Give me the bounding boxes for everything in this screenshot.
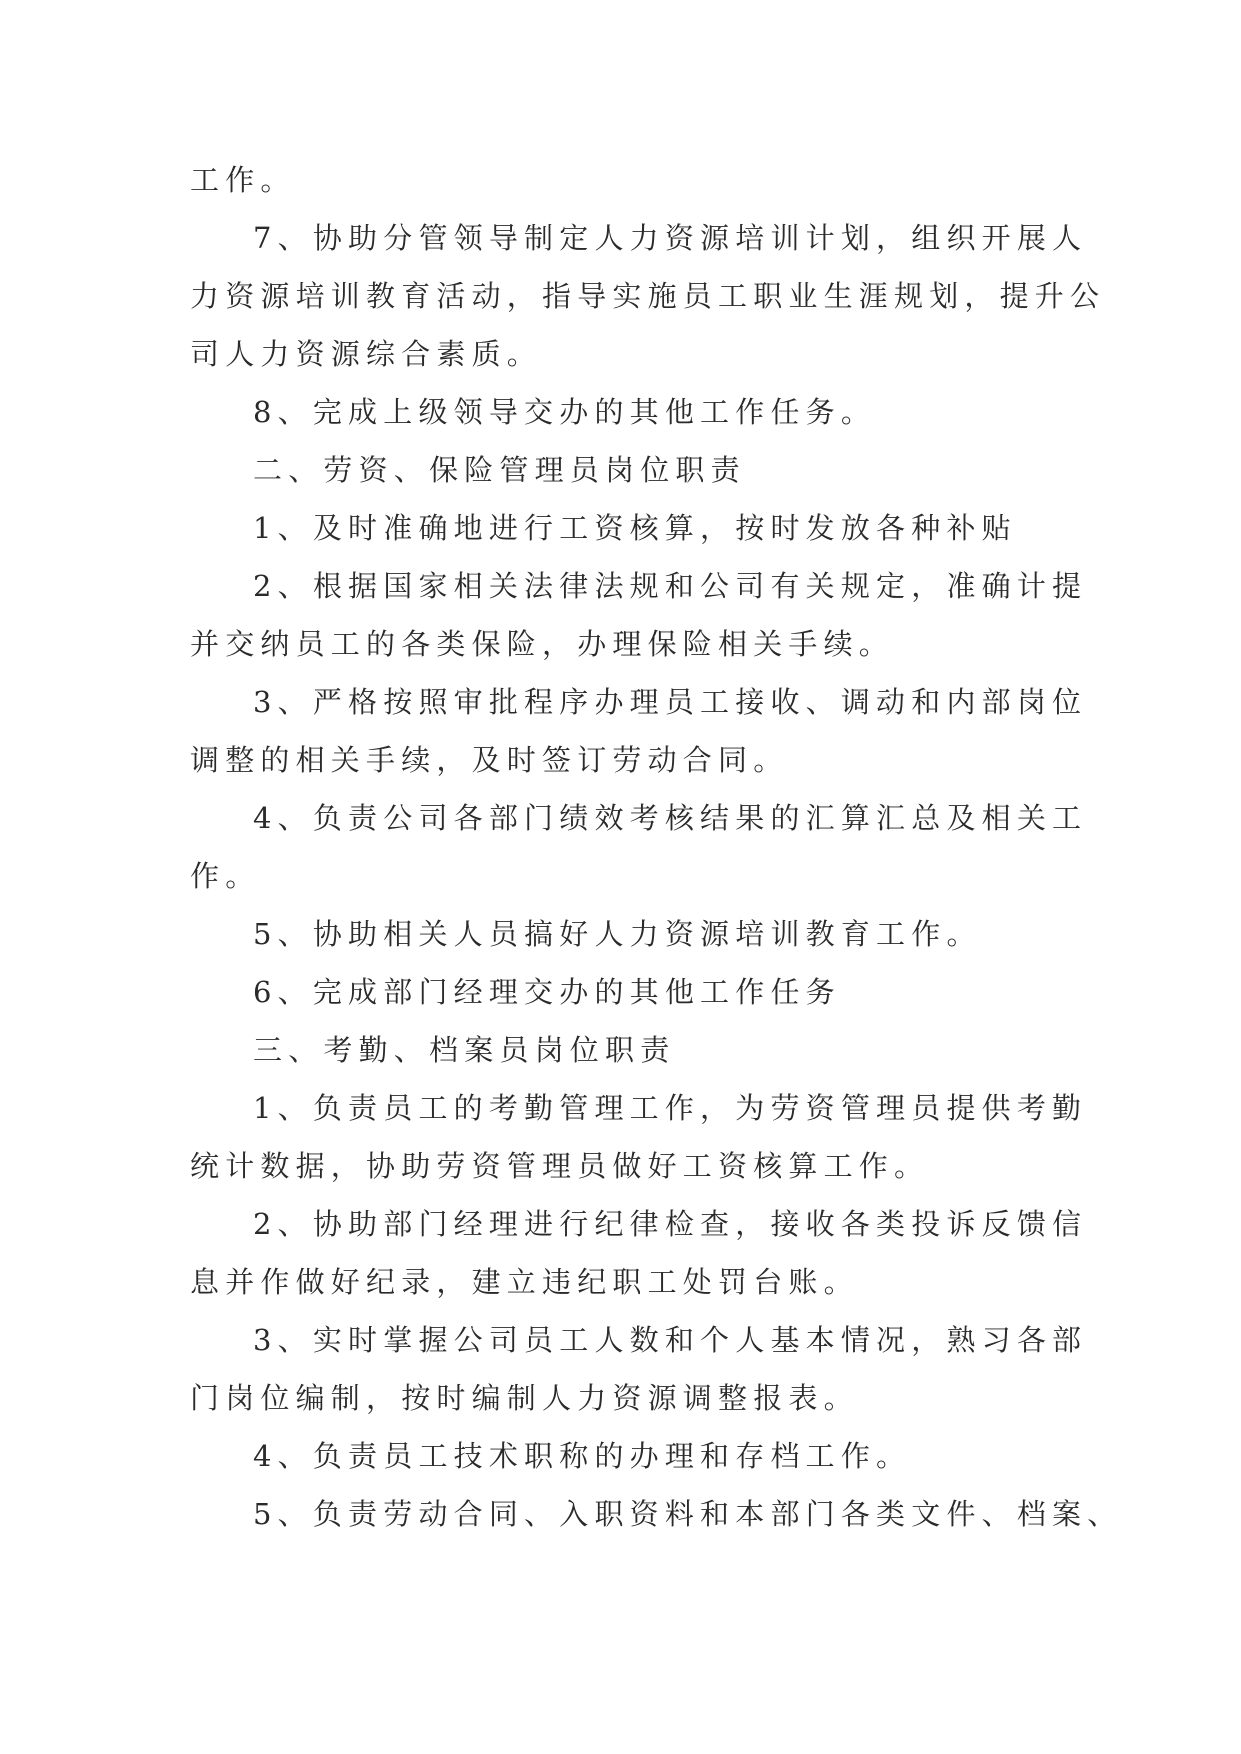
text-line: 8、完成上级领导交办的其他工作任务。 bbox=[253, 395, 877, 429]
text-line: 4、负责公司各部门绩效考核结果的汇算汇总及相关工 bbox=[253, 801, 1088, 835]
text-line: 4、负责员工技术职称的办理和存档工作。 bbox=[253, 1439, 912, 1473]
text-line: 5、负责劳动合同、入职资料和本部门各类文件、档案、 bbox=[253, 1497, 1123, 1531]
text-line: 司人力资源综合素质。 bbox=[190, 337, 543, 371]
text-line: 息并作做好纪录，建立违纪职工处罚台账。 bbox=[190, 1265, 859, 1299]
text-line: 统计数据，协助劳资管理员做好工资核算工作。 bbox=[190, 1149, 930, 1183]
text-line: 7、协助分管领导制定人力资源培训计划，组织开展人 bbox=[253, 221, 1088, 255]
text-line: 作。 bbox=[190, 859, 261, 893]
text-line: 1、及时准确地进行工资核算，按时发放各种补贴 bbox=[253, 511, 1017, 545]
text-line: 力资源培训教育活动，指导实施员工职业生涯规划，提升公 bbox=[190, 279, 1106, 313]
text-line: 1、负责员工的考勤管理工作，为劳资管理员提供考勤 bbox=[253, 1091, 1088, 1125]
section-heading: 三、考勤、档案员岗位职责 bbox=[253, 1033, 676, 1067]
text-line: 3、实时掌握公司员工人数和个人基本情况，熟习各部 bbox=[253, 1323, 1088, 1357]
text-line: 门岗位编制，按时编制人力资源调整报表。 bbox=[190, 1381, 859, 1415]
text-line: 并交纳员工的各类保险，办理保险相关手续。 bbox=[190, 627, 895, 661]
text-line: 6、完成部门经理交办的其他工作任务 bbox=[253, 975, 841, 1009]
text-line: 2、根据国家相关法律法规和公司有关规定，准确计提 bbox=[253, 569, 1088, 603]
text-line: 工作。 bbox=[190, 163, 296, 197]
text-line: 3、严格按照审批程序办理员工接收、调动和内部岗位 bbox=[253, 685, 1088, 719]
text-line: 调整的相关手续，及时签订劳动合同。 bbox=[190, 743, 789, 777]
text-line: 2、协助部门经理进行纪律检查，接收各类投诉反馈信 bbox=[253, 1207, 1088, 1241]
text-line: 5、协助相关人员搞好人力资源培训教育工作。 bbox=[253, 917, 982, 951]
section-heading: 二、劳资、保险管理员岗位职责 bbox=[253, 453, 746, 487]
